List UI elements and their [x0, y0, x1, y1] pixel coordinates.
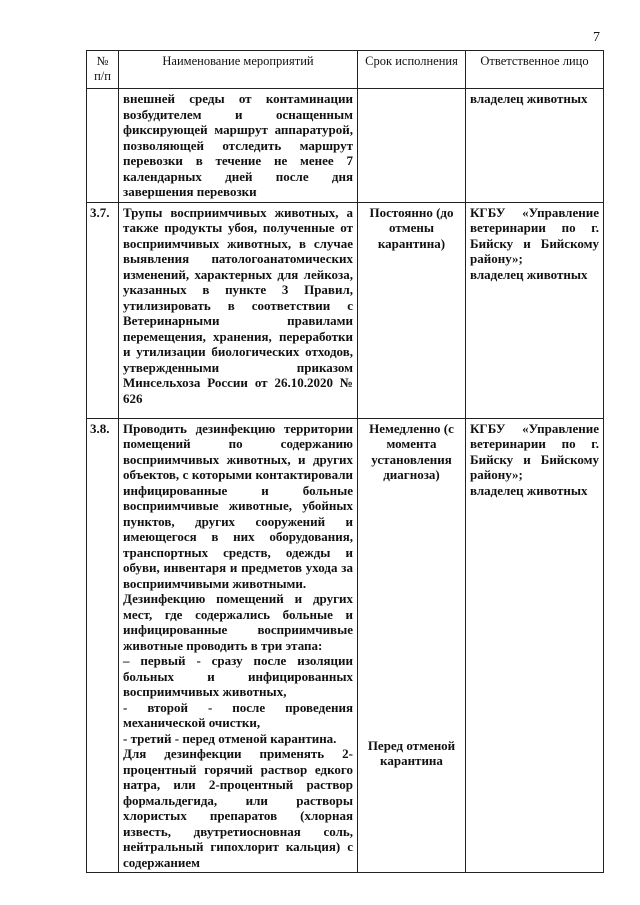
- row-term: [358, 418, 466, 873]
- table-row: [87, 89, 604, 203]
- row-name: [119, 418, 358, 873]
- header-num: № п/п: [87, 51, 119, 89]
- header-term: Срок исполнения: [358, 51, 466, 89]
- header-responsible: Ответственное лицо: [466, 51, 604, 89]
- row-responsible: [466, 418, 604, 873]
- row-term-line: Немедленно (с момента установления диагноза): [369, 420, 454, 482]
- row-term-line: Постоянно (до отмены карантина): [369, 204, 454, 251]
- row-name: [119, 89, 358, 203]
- row-term: [358, 202, 466, 418]
- row-name-paragraph: Дезинфекцию помещений и других мест, где содержались больные и инфицированные восприимчивые животные проводить в три этапа:: [123, 591, 353, 653]
- row-responsible-line: владелец животных: [470, 266, 588, 282]
- header-name: Наименование мероприятий: [119, 51, 358, 89]
- row-name: [119, 202, 358, 418]
- row-name-paragraph: - второй - после проведения механической очистки,: [123, 699, 353, 730]
- row-responsible-line: КГБУ «Управление ветеринарии по г. Бийску и Бийскому району»;: [470, 420, 599, 482]
- row-name-paragraph: Проводить дезинфекцию территории помещений по содержанию восприимчивых животных, и других объектов, с которыми контактировали инфицированные и больные восприимчивые животные, убойных пунктов, других сооружений и имеющегося в них оборудования, транспортных средств, одежды и обуви, инвентаря и предметов ухода за восприимчивыми животными.: [123, 420, 353, 591]
- measures-table: [86, 50, 604, 873]
- row-name-paragraph: - третий - перед отменой карантина.: [123, 730, 337, 746]
- row-name-paragraph: Трупы восприимчивых животных, а также продукты убоя, полученные от восприимчивых животных, в случае выявления патологоанатомических изменений, характерных для лейкоза, указанных в пункте 3 Правил, утилизировать в соответствии с Ветеринарными правилами перемещения, хранения, переработки и утилизации биологических отходов, утвержденными приказом Минсельхоза России от 26.10.2020 № 626: [123, 204, 353, 406]
- table-row: [87, 202, 604, 418]
- row-responsible-line: владелец животных: [470, 91, 588, 106]
- row-responsible-line: КГБУ «Управление ветеринарии по г. Бийску и Бийскому району»;: [470, 204, 599, 266]
- term-spacer: [362, 483, 461, 738]
- row-responsible-line: владелец животных: [470, 482, 588, 498]
- row-name-paragraph: Для дезинфекции применять 2-процентный горячий раствор едкого натра, или 2-процентный раствор формальдегида, или растворы хлористых препаратов (хлорная известь, двутретиосновная соль, нейтральный гипохлорит кальция) с содержанием: [123, 746, 353, 870]
- row-responsible: [466, 89, 604, 203]
- row-name-paragraph: – первый - сразу после изоляции больных и инфицированных восприимчивых животных,: [123, 653, 353, 699]
- row-term-line: Перед отменой карантина: [367, 737, 456, 768]
- row-num: 3.8.: [87, 418, 119, 873]
- row-num: [87, 89, 119, 203]
- row-term: [358, 89, 466, 203]
- row-responsible: [466, 202, 604, 418]
- table-row: [87, 418, 604, 873]
- table-header-row: [87, 51, 604, 89]
- row-num: 3.7.: [87, 202, 119, 418]
- page-number: 7: [593, 30, 600, 45]
- row-name-paragraph: внешней среды от контаминации возбудителем и оснащенным фиксирующей маршрут аппаратурой, позволяющей отследить маршрут перевозки в течение не менее 7 календарных дней после дня завершения перевозки: [123, 91, 353, 199]
